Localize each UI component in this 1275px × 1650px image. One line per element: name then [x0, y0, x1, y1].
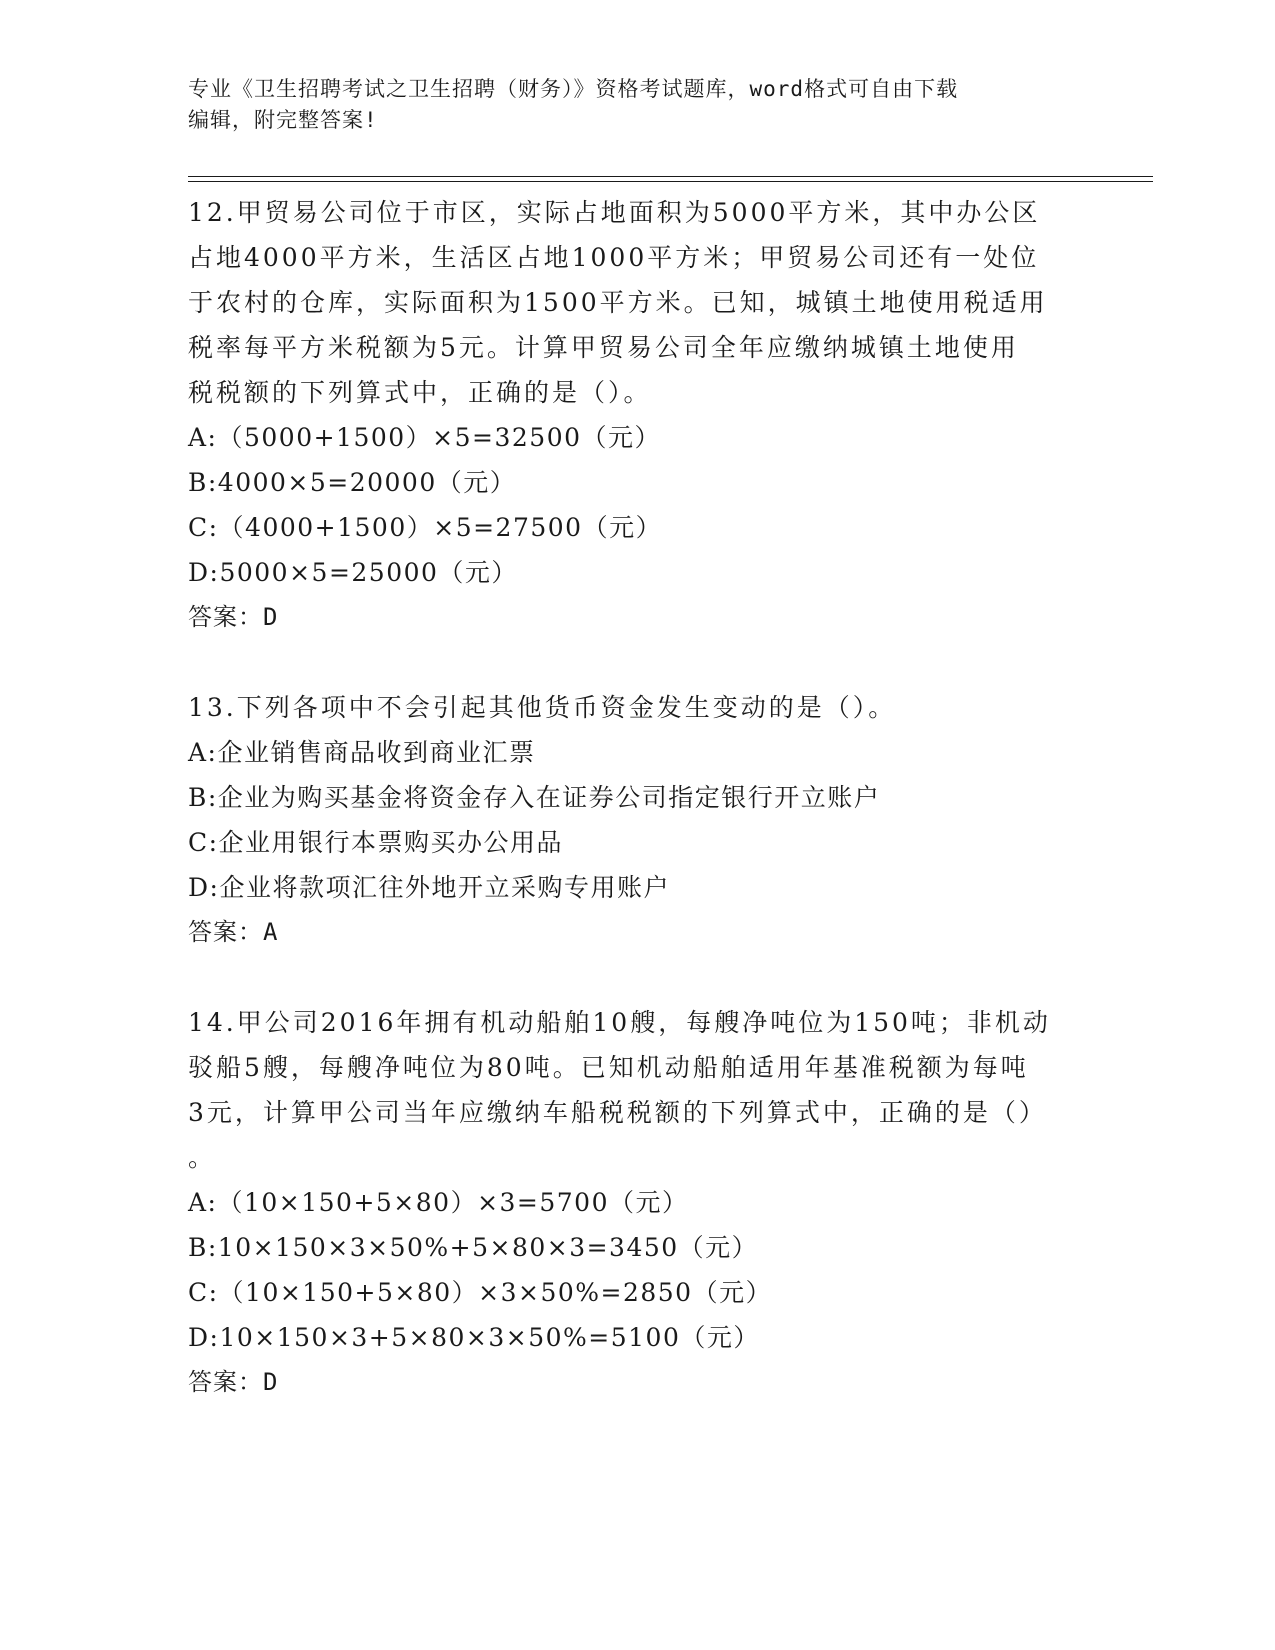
option-b: B:4000×5=20000（元） — [188, 468, 517, 497]
header-divider-bottom — [188, 181, 1153, 182]
option-c: C:（4000+1500）×5=27500（元） — [188, 513, 663, 542]
question-text-line: 驳船5艘，每艘净吨位为80吨。已知机动船舶适用年基准税额为每吨 — [188, 1053, 1029, 1082]
question-text-line: 占地4000平方米，生活区占地1000平方米；甲贸易公司还有一处位 — [188, 243, 1040, 272]
question-text-line: 税税额的下列算式中，正确的是（）。 — [188, 378, 652, 407]
question-14 — [188, 1000, 1088, 1404]
question-text-line: 税率每平方米税额为5元。计算甲贸易公司全年应缴纳城镇土地使用 — [188, 333, 1019, 362]
question-text-line: 14.甲公司2016年拥有机动船舶10艘，每艘净吨位为150吨；非机动 — [188, 1008, 1051, 1037]
option-a: A:（5000+1500）×5=32500（元） — [188, 423, 661, 452]
option-d: D:10×150×3+5×80×3×50%=5100（元） — [188, 1323, 760, 1352]
question-13 — [188, 685, 1088, 954]
option-a: A:（10×150+5×80）×3=5700（元） — [188, 1188, 689, 1217]
answer: 答案：D — [188, 1368, 279, 1396]
question-text-line: 于农村的仓库，实际面积为1500平方米。已知，城镇土地使用税适用 — [188, 288, 1048, 317]
question-list — [188, 190, 1088, 1450]
option-d: D:5000×5=25000（元） — [188, 558, 518, 587]
option-c: C:企业用银行本票购买办公用品 — [188, 828, 564, 857]
answer: 答案：A — [188, 918, 279, 946]
option-d: D:企业将款项汇往外地开立采购专用账户 — [188, 873, 670, 902]
option-b: B:10×150×3×50%+5×80×3=3450（元） — [188, 1233, 759, 1262]
header-divider-top — [188, 176, 1153, 177]
question-12 — [188, 190, 1088, 639]
question-text-line: 。 — [188, 1143, 217, 1172]
question-text-line: 13.下列各项中不会引起其他货币资金发生变动的是（）。 — [188, 693, 897, 722]
header-line-2: 编辑，附完整答案! — [188, 108, 378, 132]
document-header — [188, 74, 1078, 136]
option-c: C:（10×150+5×80）×3×50%=2850（元） — [188, 1278, 773, 1307]
header-line-1: 专业《卫生招聘考试之卫生招聘（财务）》资格考试题库，word格式可自由下载 — [188, 77, 959, 101]
option-b: B:企业为购买基金将资金存入在证券公司指定银行开立账户 — [188, 783, 881, 812]
question-text-line: 3元，计算甲公司当年应缴纳车船税税额的下列算式中，正确的是（） — [188, 1098, 1047, 1127]
question-text-line: 12.甲贸易公司位于市区，实际占地面积为5000平方米，其中办公区 — [188, 198, 1041, 227]
option-a: A:企业销售商品收到商业汇票 — [188, 738, 536, 767]
answer: 答案：D — [188, 603, 279, 631]
